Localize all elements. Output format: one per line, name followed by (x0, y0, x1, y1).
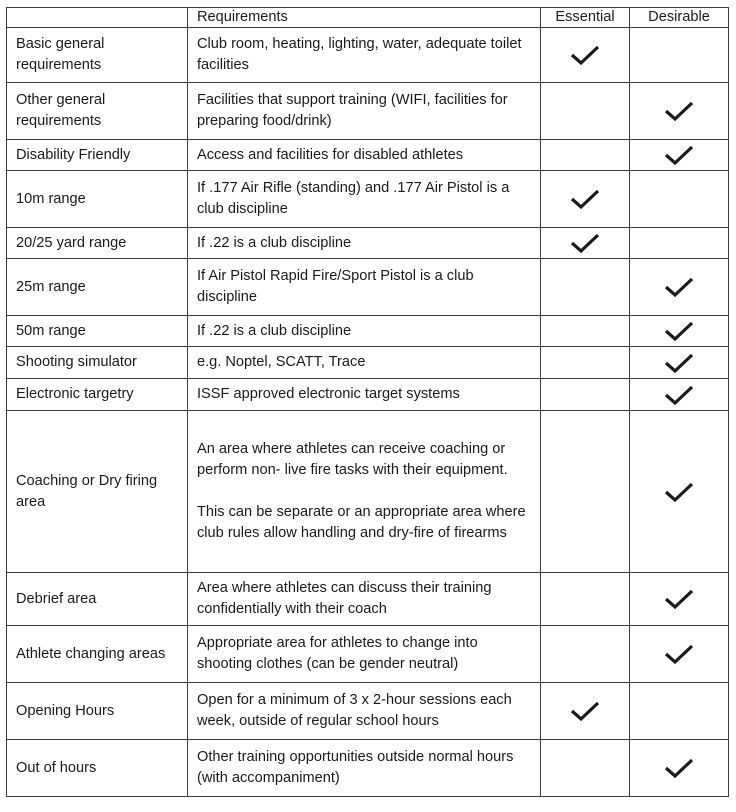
row-desirable-cell (630, 259, 729, 316)
checkmark-icon (664, 144, 694, 166)
row-category: Disability Friendly (7, 140, 188, 171)
row-essential-cell (541, 347, 630, 379)
checkmark-icon (664, 100, 694, 122)
row-requirement: Facilities that support training (WIFI, facilities for preparing food/drink) (188, 83, 541, 140)
row-desirable-cell (630, 28, 729, 83)
table-row (7, 228, 729, 259)
table-row (7, 379, 729, 411)
row-requirement: Other training opportunities outside normal hours (with accompaniment) (188, 740, 541, 797)
row-essential-cell (541, 140, 630, 171)
row-desirable-cell (630, 228, 729, 259)
row-requirement: Open for a minimum of 3 x 2-hour sessions each week, outside of regular school hours (188, 683, 541, 740)
checkmark-icon (570, 44, 600, 66)
row-desirable-cell (630, 573, 729, 626)
row-category: 10m range (7, 171, 188, 228)
row-desirable-cell (630, 740, 729, 797)
header-essential: Essential (541, 8, 630, 28)
row-category: Coaching or Dry firing area (7, 411, 188, 573)
header-desirable: Desirable (630, 8, 729, 28)
row-requirement: Access and facilities for disabled athletes (188, 140, 541, 171)
row-desirable-cell (630, 83, 729, 140)
checkmark-icon (664, 320, 694, 342)
row-desirable-cell (630, 379, 729, 411)
table-row (7, 316, 729, 347)
row-category: Shooting simulator (7, 347, 188, 379)
table-row (7, 740, 729, 797)
row-requirement: If Air Pistol Rapid Fire/Sport Pistol is a club discipline (188, 259, 541, 316)
row-category: Basic general requirements (7, 28, 188, 83)
table-row (7, 28, 729, 83)
row-category: 20/25 yard range (7, 228, 188, 259)
row-essential-cell (541, 28, 630, 83)
requirements-table (6, 7, 729, 797)
row-requirement: If .177 Air Rifle (standing) and .177 Air Pistol is a club discipline (188, 171, 541, 228)
row-essential-cell (541, 259, 630, 316)
checkmark-icon (664, 757, 694, 779)
row-requirement: If .22 is a club discipline (188, 316, 541, 347)
row-desirable-cell (630, 626, 729, 683)
checkmark-icon (664, 481, 694, 503)
header-category (7, 8, 188, 28)
row-desirable-cell (630, 316, 729, 347)
row-category: Athlete changing areas (7, 626, 188, 683)
row-category: Other general requirements (7, 83, 188, 140)
row-essential-cell (541, 171, 630, 228)
row-requirement: Club room, heating, lighting, water, adequate toilet facilities (188, 28, 541, 83)
row-desirable-cell (630, 683, 729, 740)
table-row (7, 171, 729, 228)
checkmark-icon (570, 188, 600, 210)
table-row (7, 140, 729, 171)
table-row (7, 259, 729, 316)
row-category: Debrief area (7, 573, 188, 626)
row-requirement: An area where athletes can receive coaching or perform non- live fire tasks with their equipment. This can be separate or an appropriate area where club rules allow handling and dry-fire of firearms (188, 411, 541, 573)
row-essential-cell (541, 83, 630, 140)
row-category: Out of hours (7, 740, 188, 797)
row-desirable-cell (630, 140, 729, 171)
row-desirable-cell (630, 171, 729, 228)
row-requirement: ISSF approved electronic target systems (188, 379, 541, 411)
checkmark-icon (664, 352, 694, 374)
row-requirement: If .22 is a club discipline (188, 228, 541, 259)
row-category: 50m range (7, 316, 188, 347)
row-requirement: Appropriate area for athletes to change into shooting clothes (can be gender neutral) (188, 626, 541, 683)
row-requirement: Area where athletes can discuss their training confidentially with their coach (188, 573, 541, 626)
row-desirable-cell (630, 411, 729, 573)
row-essential-cell (541, 683, 630, 740)
checkmark-icon (664, 643, 694, 665)
checkmark-icon (570, 700, 600, 722)
row-essential-cell (541, 573, 630, 626)
table-row (7, 683, 729, 740)
row-essential-cell (541, 316, 630, 347)
table-row (7, 411, 729, 573)
row-requirement: e.g. Noptel, SCATT, Trace (188, 347, 541, 379)
checkmark-icon (664, 588, 694, 610)
checkmark-icon (664, 276, 694, 298)
checkmark-icon (664, 384, 694, 406)
row-desirable-cell (630, 347, 729, 379)
header-row (7, 8, 729, 28)
row-essential-cell (541, 228, 630, 259)
table-row (7, 573, 729, 626)
row-category: Electronic targetry (7, 379, 188, 411)
row-essential-cell (541, 740, 630, 797)
row-category: 25m range (7, 259, 188, 316)
table-row (7, 626, 729, 683)
checkmark-icon (570, 232, 600, 254)
row-essential-cell (541, 626, 630, 683)
header-requirements: Requirements (188, 8, 541, 28)
row-essential-cell (541, 379, 630, 411)
table-row (7, 83, 729, 140)
row-essential-cell (541, 411, 630, 573)
table-row (7, 347, 729, 379)
row-category: Opening Hours (7, 683, 188, 740)
